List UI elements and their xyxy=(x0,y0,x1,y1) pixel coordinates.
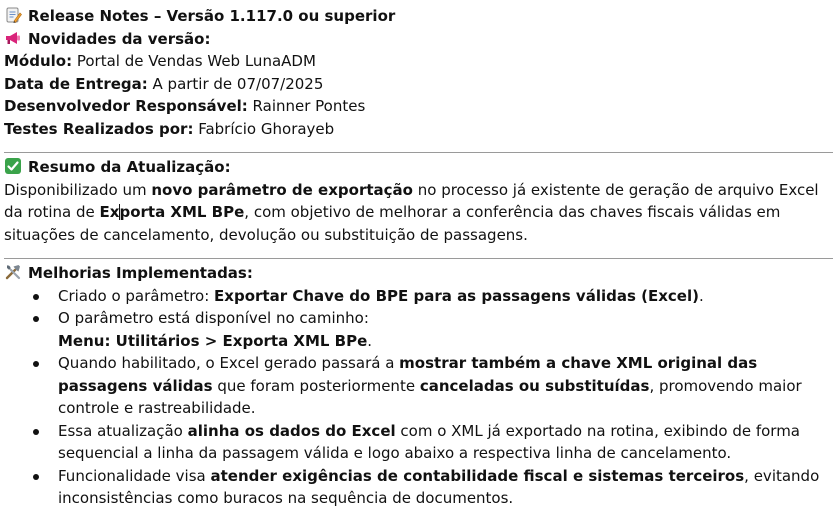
resumo-section xyxy=(4,156,833,246)
data-entrega-label: Data de Entrega: xyxy=(4,74,148,93)
desenvolvedor-value: Rainner Pontes xyxy=(247,97,366,115)
resumo-title-line xyxy=(4,156,833,179)
novidades-title: Novidades da versão: xyxy=(28,29,211,48)
melhorias-title: Melhorias Implementadas: xyxy=(28,264,253,282)
separator-2 xyxy=(4,258,833,259)
item-bold: Exportar Chave do BPE para as passagens válidas (Excel) xyxy=(214,286,699,305)
resumo-paragraph xyxy=(4,179,833,247)
memo-icon xyxy=(4,6,22,24)
data-entrega-value: A partir de 07/07/2025 xyxy=(147,74,324,93)
testes-label: Testes Realizados por: xyxy=(4,119,194,138)
item-text: Funcionalidade visa xyxy=(58,466,211,485)
item-text: , promovendo maior controle e rastreabilidade. xyxy=(58,376,802,417)
item-bold: canceladas ou substituídas xyxy=(419,376,650,395)
resumo-text-2: no processo já existente de geração de arquivo Excel da rotina de xyxy=(4,180,819,221)
data-entrega-line xyxy=(4,73,833,96)
list-item xyxy=(58,285,833,308)
resumo-text-3: , com objetivo de melhorar a conferência das chaves fiscais válidas em situações de cancelamento, devolução ou substituição de passagens. xyxy=(4,203,781,244)
desenvolvedor-line xyxy=(4,95,833,118)
item-bold: Menu: Utilitários > Exporta XML BPe xyxy=(58,331,368,350)
item-bold: mostrar também a chave XML original das passagens válidas xyxy=(58,354,758,395)
item-text: . xyxy=(367,331,373,350)
list-item xyxy=(58,352,833,420)
modulo-value: Portal de Vendas Web LunaADM xyxy=(72,52,316,70)
testes-line xyxy=(4,118,833,141)
melhorias-list xyxy=(4,285,833,510)
resumo-bold-1: novo parâmetro de exportação xyxy=(151,180,413,199)
resumo-bold-2a: Ex xyxy=(99,203,120,221)
megaphone-icon xyxy=(4,29,22,47)
item-bold: atender exigências de contabilidade fiscal e sistemas terceiros xyxy=(210,466,745,485)
separator-1 xyxy=(4,152,833,153)
item-text: O parâmetro está disponível no caminho: xyxy=(58,309,369,327)
release-title-line xyxy=(4,5,833,28)
tools-icon xyxy=(4,263,22,281)
resumo-bold-2b: porta XML BPe xyxy=(119,203,245,221)
list-item xyxy=(58,420,833,465)
item-bold: alinha os dados do Excel xyxy=(187,421,396,440)
check-mark-icon xyxy=(4,157,22,175)
list-item xyxy=(58,465,833,510)
resumo-text-1: Disponibilizado um xyxy=(4,180,152,199)
resumo-title: Resumo da Atualização: xyxy=(28,158,231,176)
novidades-title-line xyxy=(4,28,833,51)
item-text: Essa atualização xyxy=(58,421,188,440)
modulo-label: Módulo: xyxy=(4,52,73,70)
melhorias-title-line xyxy=(4,262,833,285)
desenvolvedor-label: Desenvolvedor Responsável: xyxy=(4,97,248,115)
testes-value: Fabrício Ghorayeb xyxy=(193,119,335,138)
item-text: , evitando inconsistências como buracos na sequência de documentos. xyxy=(58,466,820,507)
release-title: Release Notes – Versão 1.117.0 ou superior xyxy=(28,7,396,25)
item-text: Criado o parâmetro: xyxy=(58,286,215,305)
item-text: . xyxy=(698,286,704,305)
item-text: Quando habilitado, o Excel gerado passará a xyxy=(58,354,400,372)
list-item xyxy=(58,307,833,352)
modulo-line xyxy=(4,50,833,73)
item-text: com o XML já exportado na rotina, exibindo de forma sequencial a linha da passagem válida e logo abaixo a respectiva linha de cancelamento. xyxy=(58,421,800,462)
melhorias-section xyxy=(4,262,833,510)
item-text: que foram posteriormente xyxy=(212,376,420,395)
